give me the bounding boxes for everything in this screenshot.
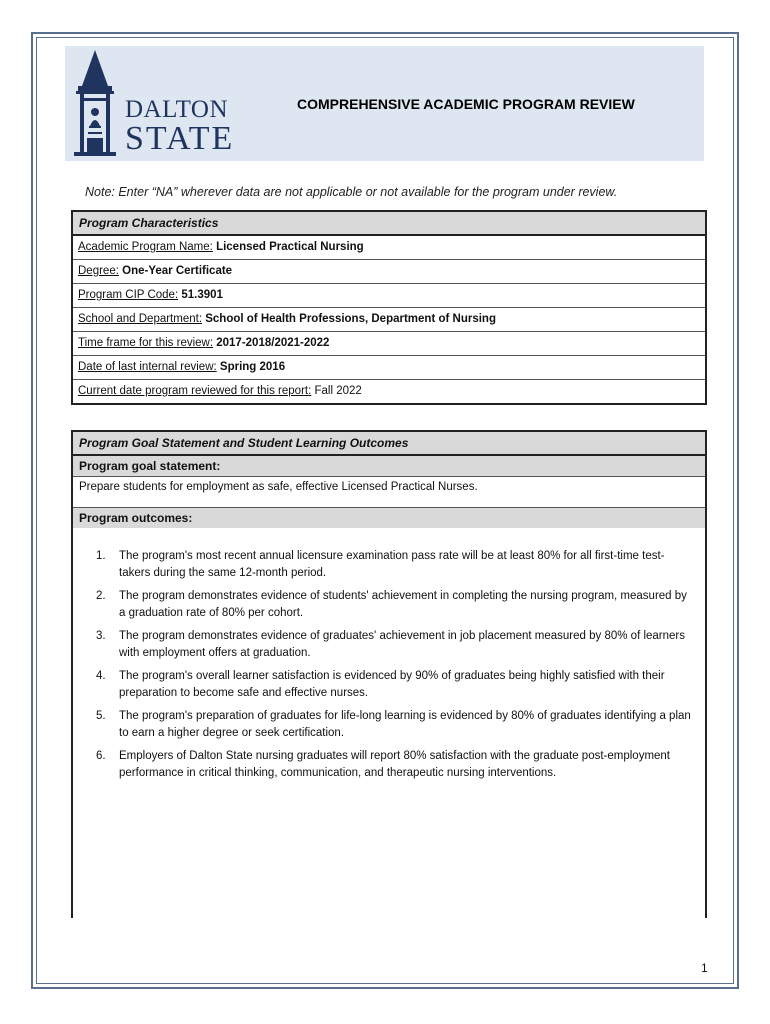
field-label: Degree: xyxy=(78,265,119,277)
field-value: Spring 2016 xyxy=(219,361,286,373)
goal-statement-text: Prepare students for employment as safe, effective Licensed Practical Nurses. xyxy=(73,477,705,508)
list-text: The program demonstrates evidence of graduates' achievement in job placement measured by 80% of learners with employment offers at graduation. xyxy=(119,630,686,659)
list-number: 6. xyxy=(96,750,106,762)
field-label: Current date program reviewed for this report: xyxy=(78,385,312,397)
list-item xyxy=(73,548,705,582)
field-label: Date of last internal review: xyxy=(78,361,217,373)
dalton-state-logo xyxy=(65,46,235,161)
field-value: 51.3901 xyxy=(181,289,223,301)
clock-tower-icon xyxy=(65,46,125,161)
list-text: Employers of Dalton State nursing graduates will report 80% satisfaction with the graduate post-employment performance in critical thinking, communication, and therapeutic nursing interventions. xyxy=(119,750,671,779)
outcomes-list xyxy=(73,548,705,782)
page-number: 1 xyxy=(701,961,708,975)
list-number: 5. xyxy=(96,710,106,722)
list-number: 3. xyxy=(96,630,106,642)
list-text: The program demonstrates evidence of students' achievement in completing the nursing program, measured by a graduation rate of 80% per cohort. xyxy=(119,590,687,619)
instruction-note: Note: Enter “NA” wherever data are not applicable or not available for the program under review. xyxy=(85,185,618,199)
list-item xyxy=(73,668,705,702)
list-item xyxy=(73,628,705,662)
field-row-degree xyxy=(73,260,705,284)
list-number: 1. xyxy=(96,550,106,562)
field-value: Fall 2022 xyxy=(314,385,362,397)
field-value: 2017-2018/2021-2022 xyxy=(216,337,330,349)
field-row-current-date xyxy=(73,380,705,403)
header-banner xyxy=(65,46,704,161)
goal-statement-label: Program goal statement: xyxy=(73,456,705,477)
logo-text-state: STATE xyxy=(125,120,235,157)
list-number: 2. xyxy=(96,590,106,602)
field-row-last-review xyxy=(73,356,705,380)
list-item xyxy=(73,588,705,622)
field-label: School and Department: xyxy=(78,313,203,325)
field-value: School of Health Professions, Department of Nursing xyxy=(205,313,496,325)
list-number: 4. xyxy=(96,670,106,682)
field-value: One-Year Certificate xyxy=(122,265,233,277)
logo-text-dalton: DALTON xyxy=(125,96,229,123)
field-label: Academic Program Name: xyxy=(78,241,213,253)
field-label: Program CIP Code: xyxy=(78,289,179,301)
field-value: Licensed Practical Nursing xyxy=(216,241,364,253)
program-characteristics-table xyxy=(71,210,707,405)
list-text: The program's preparation of graduates for life-long learning is evidenced by 80% of graduates identifying a plan to earn a higher degree or seek certification. xyxy=(119,710,691,739)
list-text: The program's most recent annual licensure examination pass rate will be at least 80% for all first-time test-takers during the same 12-month period. xyxy=(119,550,665,579)
list-item xyxy=(73,708,705,742)
field-row-time-frame xyxy=(73,332,705,356)
field-label: Time frame for this review: xyxy=(78,337,214,349)
field-row-cip-code xyxy=(73,284,705,308)
outcomes-label: Program outcomes: xyxy=(73,508,705,528)
section-title: Program Characteristics xyxy=(73,212,705,236)
list-item xyxy=(73,748,705,782)
program-goals-table xyxy=(71,430,707,918)
field-row-school-department xyxy=(73,308,705,332)
list-text: The program's overall learner satisfaction is evidenced by 90% of graduates being highly satisfied with their preparation to become safe and effective nurses. xyxy=(119,670,665,699)
field-row-program-name xyxy=(73,236,705,260)
page-title: COMPREHENSIVE ACADEMIC PROGRAM REVIEW xyxy=(297,96,635,112)
section-title: Program Goal Statement and Student Learning Outcomes xyxy=(73,432,705,456)
